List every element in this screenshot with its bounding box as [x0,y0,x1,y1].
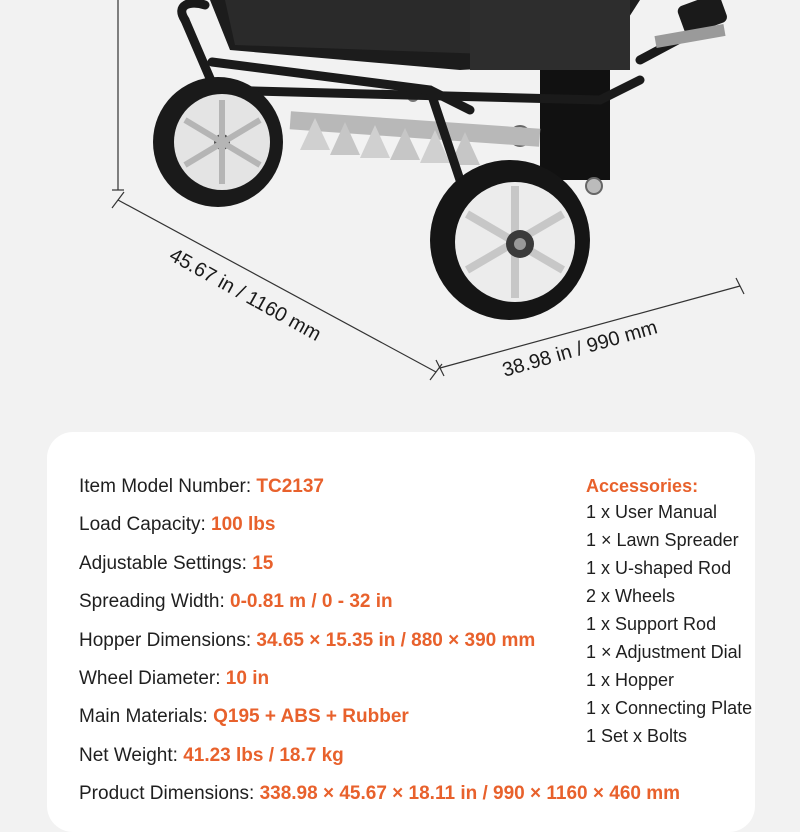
spec-product-dimensions [79,777,681,815]
spec-net-weight [79,739,639,777]
spec-label: Load Capacity: [79,514,212,536]
spec-label: Product Dimensions: [79,783,260,805]
spec-value: 34.65 × 15.35 in / 880 × 390 mm [256,629,536,651]
spec-main-materials [79,700,639,738]
width-dimension-label: 38.98 in / 990 mm [499,316,660,382]
spec-label: Hopper Dimensions: [79,629,257,651]
spec-adjustable-settings [79,547,639,585]
tine-bar [290,111,541,165]
spec-hopper-dimensions [79,624,639,662]
spec-label: Adjustable Settings: [79,552,253,574]
length-dimension-label: 45.67 in / 1160 mm [165,244,325,346]
rear-wheel [153,77,283,207]
accessory-item: 1 x Hopper [586,670,675,690]
spec-label: Item Model Number: [79,476,257,497]
spec-value: 100 lbs [211,514,276,536]
spec-label: Wheel Diameter: [79,667,226,689]
spec-wheel-diameter [79,662,639,700]
accessory-item: 1 x User Manual [586,502,718,522]
spec-value: 338.98 × 45.67 × 18.11 in / 990 × 1160 × 460 mm [259,783,681,805]
accessory-item: 2 x Wheels [586,586,676,606]
spec-label: Spreading Width: [79,591,231,613]
accessories-title: Accessories: [586,476,699,496]
spec-value: 15 [252,552,274,574]
spec-model [79,470,639,508]
spec-spreading-width [79,585,639,623]
spec-label: Main Materials: [79,706,214,728]
accessory-item: 1 × Lawn Spreader [586,530,739,550]
spec-value: 0-0.81 m / 0 - 32 in [230,591,393,613]
accessory-item: 1 Set x Bolts [586,726,688,746]
accessory-item: 1 x Connecting Plate [586,698,753,718]
spec-load-capacity [79,508,639,546]
accessory-item: 1 × Adjustment Dial [586,642,742,662]
accessory-item: 1 x U-shaped Rod [586,558,732,578]
spec-value: Q195 + ABS + Rubber [213,706,409,728]
spec-label: Net Weight: [79,744,184,766]
spec-value: TC2137 [256,476,325,497]
accessory-item: 1 x Support Rod [586,614,717,634]
accessories-list [586,470,786,750]
spec-value: 10 in [225,667,270,689]
front-wheel [430,160,590,320]
spec-value: 41.23 lbs / 18.7 kg [183,744,344,766]
